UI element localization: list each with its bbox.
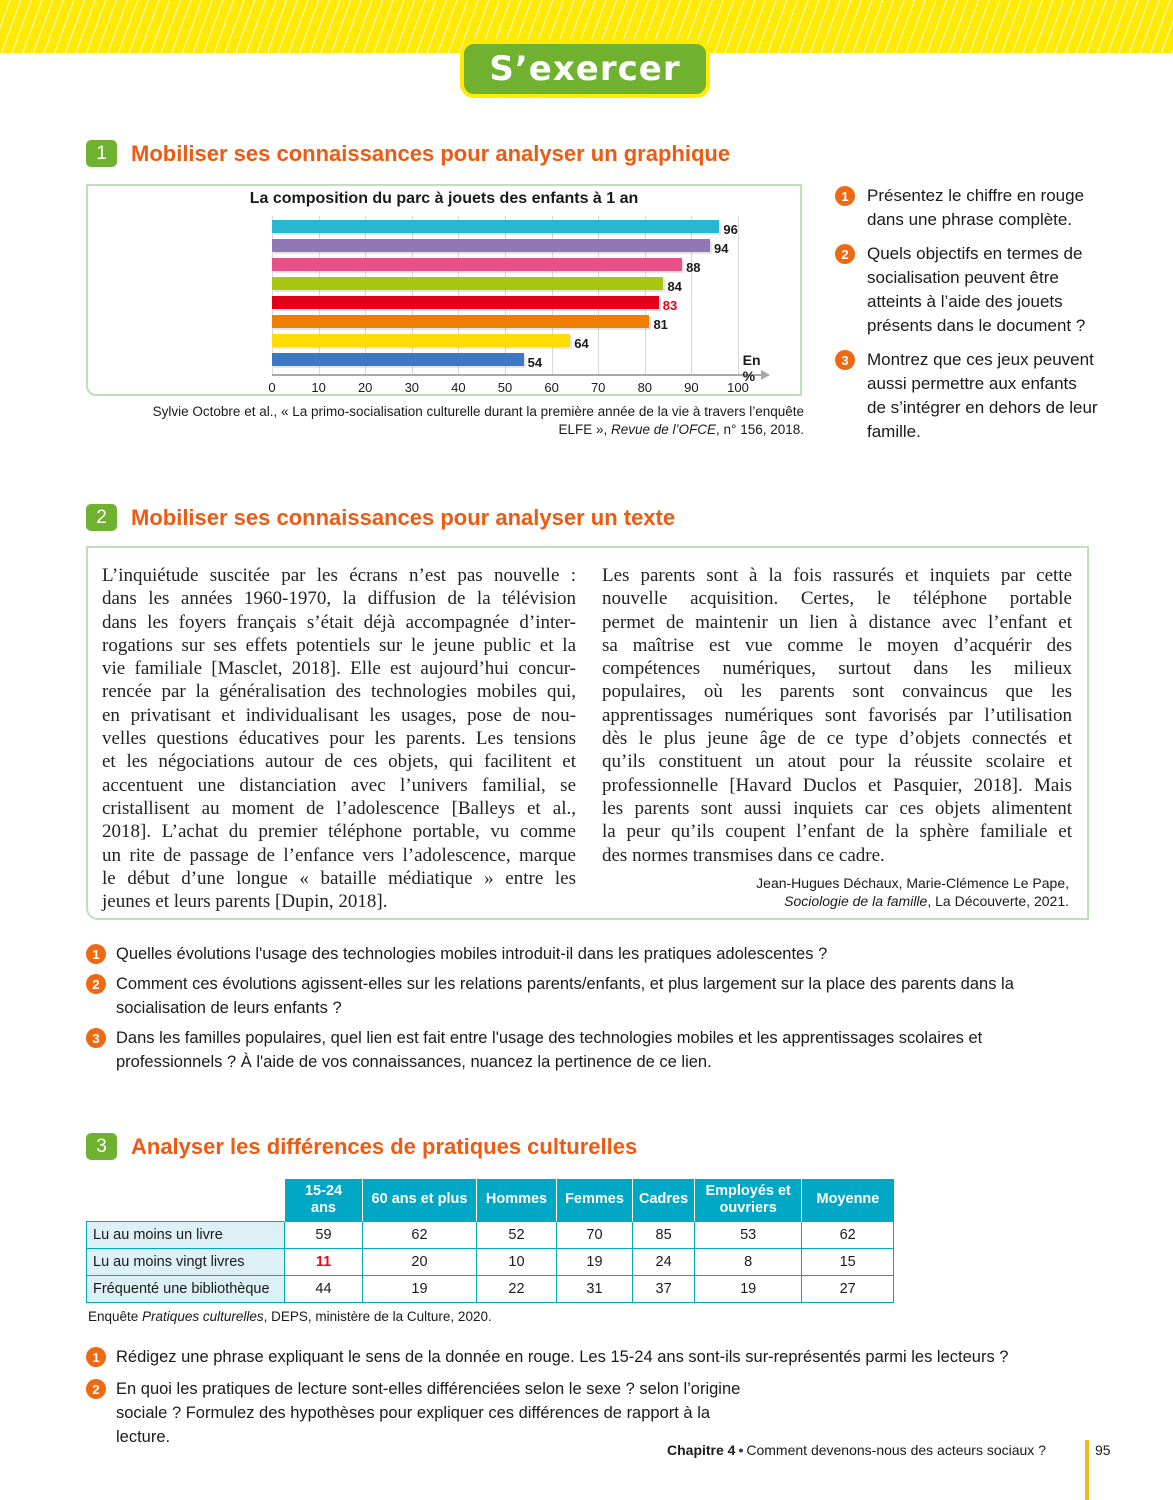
bar-value-label: 81 bbox=[653, 317, 668, 332]
table-row bbox=[87, 1221, 894, 1248]
page-footer bbox=[667, 1442, 1046, 1458]
x-tick-label: 0 bbox=[268, 380, 276, 395]
text-line: sa maîtrise est vue comme le moyen d’acquérir des bbox=[602, 634, 1072, 656]
text-line: des normes transmises dans ce cadre. bbox=[602, 844, 885, 866]
row-header: Lu au moins vingt livres bbox=[87, 1248, 285, 1275]
column-header: Femmes bbox=[557, 1179, 633, 1221]
text-line: rencée par la généralisation des technologies mobiles qui, bbox=[102, 681, 576, 703]
chapter-title: Comment devenons-nous des acteurs sociaux ? bbox=[746, 1442, 1046, 1458]
x-axis bbox=[272, 374, 761, 376]
gridline bbox=[738, 216, 739, 374]
page-title: S’exercer bbox=[460, 40, 710, 98]
x-tick-label: 40 bbox=[451, 380, 466, 395]
text-line: permet de maintenir un lien à distance avec l’enfant et bbox=[602, 611, 1072, 633]
x-tick-label: 60 bbox=[544, 380, 559, 395]
x-tick-label: 10 bbox=[311, 380, 326, 395]
table-cell: 37 bbox=[633, 1275, 695, 1302]
question-item: 3 Dans les familles populaires, quel lien est fait entre l'usage des technologies mobiles et les apprentissages scolaires et professionnels ? À l'aide de vos connaissances, nuancez la pertinence de ce lien. bbox=[86, 1026, 1046, 1074]
number-badge-icon: 1 bbox=[835, 186, 855, 206]
x-tick-label: 100 bbox=[727, 380, 749, 395]
question-item: 2 Comment ces évolutions agissent-elles sur les relations parents/enfants, et plus largement sur la place des parents dans la socialisation de leurs enfants ? bbox=[86, 972, 1046, 1020]
text-line: accentuent une distanciation avec l’univers familial, se bbox=[102, 774, 576, 796]
question-item: 3 Montrez que ces jeux peuvent aussi permettre aux enfants de s’intégrer en dehors de leur famille. bbox=[835, 348, 1100, 444]
axis-arrow-icon bbox=[761, 370, 770, 380]
text-line: dans les foyers français s’était déjà accompagnée d’inter- bbox=[102, 611, 576, 633]
chart-title: La composition du parc à jouets des enfants à 1 an bbox=[249, 190, 639, 207]
column-header: Cadres bbox=[633, 1179, 695, 1221]
table-cell: 27 bbox=[802, 1275, 894, 1302]
bar bbox=[272, 220, 719, 233]
page-number: 95 bbox=[1095, 1442, 1111, 1458]
bar bbox=[272, 277, 663, 290]
x-tick-label: 30 bbox=[404, 380, 420, 395]
text-line: dans les années 1960-1970, la diffusion de la télévision bbox=[102, 588, 576, 610]
text-line: les parents sont aussi inquiets car ces objets alimentent bbox=[602, 797, 1072, 819]
text-line: compétences numériques, surtout dans les milieux bbox=[602, 658, 1072, 680]
text-line: qu’ils constituent un atout pour la réussite scolaire et bbox=[602, 751, 1072, 773]
footer-accent-bar bbox=[1085, 1440, 1089, 1500]
exercise-number-badge: 1 bbox=[86, 140, 117, 167]
text-line: en privatisant et individualisant les usages, pose de nou- bbox=[102, 704, 576, 726]
text-line: jeunes et leurs parents [Dupin, 2018]. bbox=[102, 891, 388, 913]
text-line: L’inquiétude suscitée par les écrans n’est pas nouvelle : bbox=[102, 565, 576, 586]
table-body bbox=[87, 1221, 894, 1302]
number-badge-icon: 1 bbox=[86, 1347, 106, 1367]
x-tick-label: 90 bbox=[684, 380, 699, 395]
table-cell: 70 bbox=[557, 1221, 633, 1248]
table-cell: 31 bbox=[557, 1275, 633, 1302]
number-badge-icon: 2 bbox=[86, 974, 106, 994]
text-line: nouvelle acquisition. Certes, le téléphone portable bbox=[602, 588, 1072, 610]
table-cell: 11 bbox=[285, 1248, 363, 1275]
separator-dot: • bbox=[738, 1442, 744, 1458]
bar bbox=[272, 258, 682, 271]
table-cell: 24 bbox=[633, 1248, 695, 1275]
table-cell: 85 bbox=[633, 1221, 695, 1248]
text-line: dès le plus jeune âge de ce type d’objets connectés et bbox=[602, 728, 1072, 750]
text-line: un rite de passage de l’enfance vers l’adolescence, marque bbox=[102, 844, 576, 866]
table-cell: 10 bbox=[477, 1248, 557, 1275]
text-source: Jean-Hugues Déchaux, Marie-Clémence Le Pape, Sociologie de la famille, La Découverte, 2021. bbox=[756, 875, 1069, 909]
exercise-1-heading bbox=[86, 140, 730, 167]
bar bbox=[272, 239, 710, 252]
column-header: Hommes bbox=[477, 1179, 557, 1221]
table-cell: 59 bbox=[285, 1221, 363, 1248]
bar bbox=[272, 334, 570, 347]
bar-value-label: 94 bbox=[714, 241, 729, 256]
chapter-label: Chapitre 4 bbox=[667, 1442, 736, 1458]
question-item: 2 Quels objectifs en termes de socialisation peuvent être atteints à l’aide des jouets présents dans le document ? bbox=[835, 242, 1100, 338]
table-row bbox=[87, 1248, 894, 1275]
question-item: 1 Présentez le chiffre en rouge dans une phrase complète. bbox=[835, 184, 1100, 232]
table-header-row bbox=[87, 1179, 894, 1221]
exercise-title: Analyser les différences de pratiques culturelles bbox=[131, 1133, 638, 1159]
table-cell: 15 bbox=[802, 1248, 894, 1275]
column-header: 60 ans et plus bbox=[363, 1179, 477, 1221]
cultural-practices-table bbox=[86, 1179, 894, 1303]
x-tick-label: 20 bbox=[357, 380, 373, 395]
table-row bbox=[87, 1275, 894, 1302]
x-tick-label: 50 bbox=[497, 380, 513, 395]
table-cell: 19 bbox=[363, 1275, 477, 1302]
chart-source: Sylvie Octobre et al., « La primo-socialisation culturelle durant la première année de la vie à travers l’enquête ELFE », Revue de l’OFCE, n° 156, 2018. bbox=[152, 404, 804, 437]
table-cell: 22 bbox=[477, 1275, 557, 1302]
text-line: Les parents sont à la fois rassurés et inquiets par cette bbox=[602, 565, 1072, 586]
text-line: cristallisent au moment de l’adolescence [Balleys et al., bbox=[102, 797, 576, 819]
bar bbox=[272, 353, 524, 366]
exercise-2-heading bbox=[86, 504, 675, 531]
table-cell: 44 bbox=[285, 1275, 363, 1302]
text-line: velles questions éducatives pour les parents. Les tensions bbox=[102, 728, 576, 750]
bar-value-label: 64 bbox=[574, 336, 589, 351]
table-cell: 53 bbox=[695, 1221, 802, 1248]
text-line: et les négociations autour de ces objets, qui facilitent et bbox=[102, 751, 576, 773]
table-source: Enquête Pratiques culturelles, DEPS, ministère de la Culture, 2020. bbox=[88, 1309, 492, 1324]
bar-value-label: 84 bbox=[667, 279, 682, 294]
text-line: vie familiale [Masclet, 2018]. Elle est aujourd’hui concur- bbox=[102, 658, 576, 680]
text-line: le début d’une longue « bataille médiatique » entre les bbox=[102, 867, 576, 889]
x-tick-label: 80 bbox=[637, 380, 653, 395]
table-cell: 19 bbox=[557, 1248, 633, 1275]
text-line: populaires, où les parents sont convaincus que les bbox=[602, 681, 1072, 703]
exercise-number-badge: 3 bbox=[86, 1133, 117, 1160]
exercise-title: Mobiliser ses connaissances pour analyser un graphique bbox=[131, 140, 731, 166]
exercise-3-heading bbox=[86, 1133, 637, 1160]
column-header: 15-24 ans bbox=[285, 1179, 363, 1221]
exercise-number-badge: 2 bbox=[86, 504, 117, 531]
table-cell: 52 bbox=[477, 1221, 557, 1248]
bar bbox=[272, 296, 659, 309]
exercise-3-questions bbox=[86, 1345, 1066, 1449]
x-tick-label: 70 bbox=[590, 380, 606, 395]
number-badge-icon: 3 bbox=[86, 1028, 106, 1048]
column-header: Employés et ouvriers bbox=[695, 1179, 802, 1221]
text-line: la peur qu’ils coupent l’enfant de la sphère familiale et bbox=[602, 821, 1072, 843]
text-line: 2018]. L’achat du premier téléphone portable, vu comme bbox=[102, 821, 576, 843]
unit-label: En % bbox=[742, 352, 761, 384]
text-column-left bbox=[102, 564, 576, 913]
exercise-title: Mobiliser ses connaissances pour analyser un texte bbox=[131, 504, 676, 530]
table-cell: 19 bbox=[695, 1275, 802, 1302]
exercise-1-questions bbox=[835, 184, 1100, 444]
table-cell: 8 bbox=[695, 1248, 802, 1275]
text-line: professionnelle [Havard Duclos et Pasquier, 2018]. Mais bbox=[602, 774, 1072, 796]
text-excerpt-box bbox=[86, 546, 1089, 920]
bar-chart bbox=[86, 184, 802, 396]
bar bbox=[272, 315, 649, 328]
bar-value-label: 54 bbox=[527, 355, 543, 370]
number-badge-icon: 2 bbox=[835, 244, 855, 264]
number-badge-icon: 2 bbox=[86, 1379, 106, 1399]
question-item: 1 Rédigez une phrase expliquant le sens de la donnée en rouge. Les 15-24 ans sont-ils sur-représentés parmi les lecteurs ? bbox=[86, 1345, 1066, 1369]
text-line: apprentissages numériques sont favorisés par l’utilisation bbox=[602, 704, 1072, 726]
table-cell: 62 bbox=[363, 1221, 477, 1248]
bar-value-label: 83 bbox=[662, 298, 678, 313]
table-cell: 62 bbox=[802, 1221, 894, 1248]
column-header: Moyenne bbox=[802, 1179, 894, 1221]
text-column-right bbox=[602, 564, 1072, 867]
exercise-2-questions bbox=[86, 942, 1046, 1074]
number-badge-icon: 1 bbox=[86, 944, 106, 964]
bar-value-label: 96 bbox=[723, 222, 738, 237]
row-header: Lu au moins un livre bbox=[87, 1221, 285, 1248]
question-item: 2 En quoi les pratiques de lecture sont-elles différenciées selon le sexe ? selon l’origine sociale ? Formulez des hypothèses pour expliquer ces différences de rapport à la lecture. bbox=[86, 1377, 1066, 1449]
number-badge-icon: 3 bbox=[835, 350, 855, 370]
bar-value-label: 88 bbox=[686, 260, 701, 275]
text-line: rogations sur ses effets potentiels sur le jeune public et la bbox=[102, 634, 576, 656]
question-item: 1 Quelles évolutions l'usage des technologies mobiles introduit-il dans les pratiques adolescentes ? bbox=[86, 942, 1046, 966]
table-cell: 20 bbox=[363, 1248, 477, 1275]
row-header: Fréquenté une bibliothèque bbox=[87, 1275, 285, 1302]
